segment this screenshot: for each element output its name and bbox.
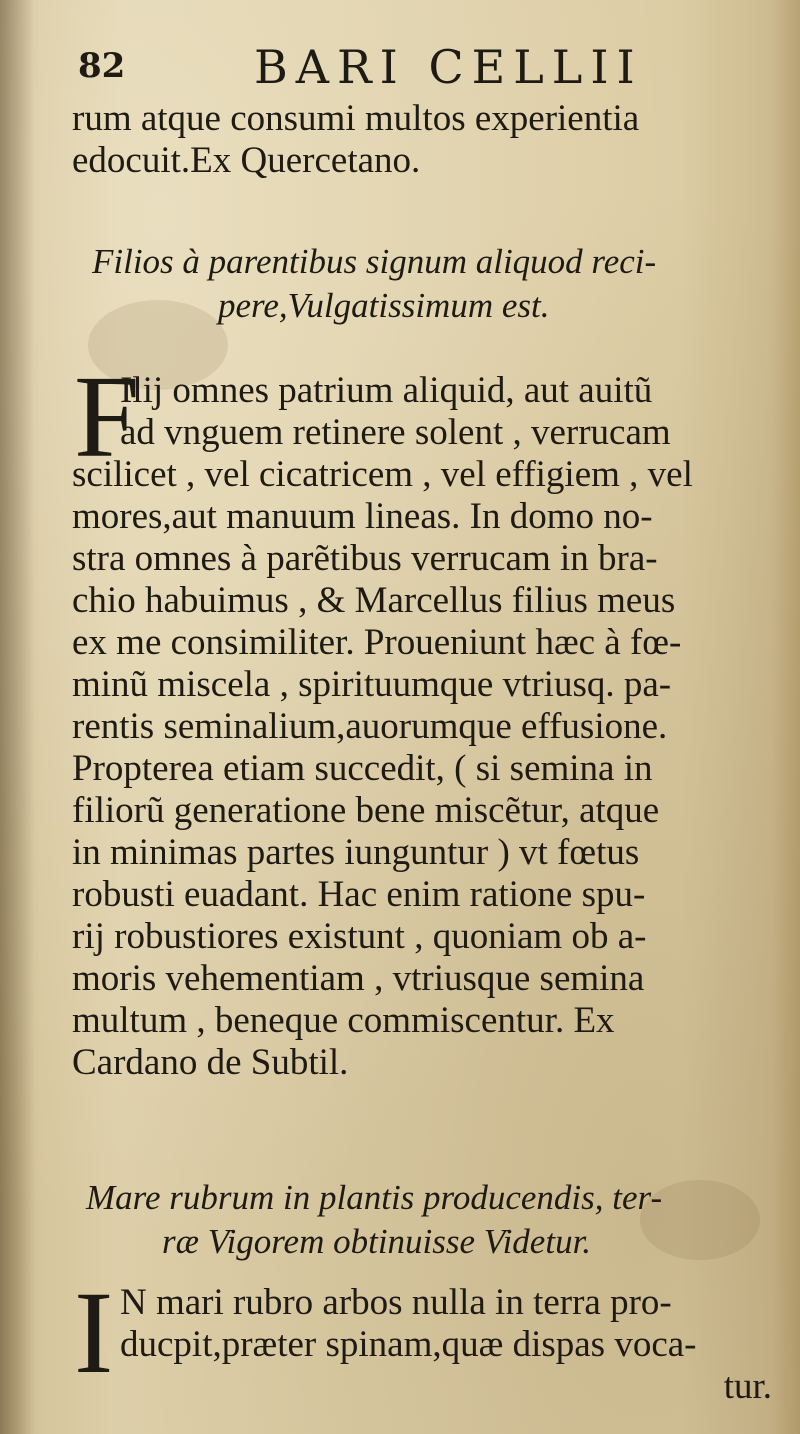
- text-line: Propterea etiam succedit, ( si semina in: [72, 748, 653, 789]
- text-line: chio habuimus , & Marcellus filius meus: [72, 580, 676, 621]
- text-line: Ilij omnes patrium aliquid, aut auitũ: [120, 370, 653, 411]
- heading-line: Mare rubrum in plantis producendis, ter-: [86, 1178, 663, 1217]
- text-line: N mari rubro arbos nulla in terra pro-: [120, 1282, 672, 1323]
- text-line: multum , beneque commiscentur. Ex: [72, 1000, 615, 1041]
- section-heading: [70, 240, 780, 328]
- text-line: in minimas partes iunguntur ) vt fœtus: [72, 832, 640, 873]
- text-line: mores,aut manuum lineas. In domo no-: [72, 496, 653, 537]
- text-line: moris vehementiam , vtriusque semina: [72, 958, 645, 999]
- text-line: robusti euadant. Hac enim ratione spu-: [72, 874, 646, 915]
- text-line: scilicet , vel cicatricem , vel effigiem , vel: [72, 454, 693, 495]
- text-line: minũ miscela , spirituumque vtriusq. pa-: [72, 664, 672, 705]
- text-line: edocuit.Ex Quercetano.: [72, 140, 421, 181]
- running-title: BARI CELLII: [254, 40, 643, 94]
- text-line: ducpit,præter spinam,quæ dispas voca-: [120, 1324, 697, 1365]
- text-line: rum atque consumi multos experientia: [72, 98, 640, 139]
- text-line: filiorũ generatione bene miscẽtur, atque: [72, 790, 660, 831]
- heading-line: Filios à parentibus signum aliquod reci-: [92, 242, 657, 281]
- section-heading: [70, 1176, 780, 1264]
- page-number: 82: [78, 46, 126, 86]
- body-paragraph: [72, 351, 792, 1084]
- text-line: rentis seminalium,auorumque effusione.: [72, 706, 668, 747]
- catchword: tur.: [723, 1366, 772, 1407]
- drop-cap: F: [74, 351, 140, 482]
- heading-line: pere,Vulgatissimum est.: [218, 286, 550, 325]
- gutter-shadow: [0, 0, 34, 1434]
- text-line: stra omnes à parẽtibus verrucam in bra-: [72, 538, 658, 579]
- carryover-paragraph: [72, 98, 792, 182]
- heading-line: ræ Vigorem obtinuisse Videtur.: [162, 1222, 592, 1261]
- body-paragraph: [72, 1267, 792, 1408]
- running-head: [78, 38, 738, 98]
- drop-cap: I: [74, 1267, 114, 1398]
- text-line: ex me consimiliter. Proueniunt hæc à fœ-: [72, 622, 682, 663]
- text-line: ad vnguem retinere solent , verrucam: [120, 412, 671, 453]
- text-line: Cardano de Subtil.: [72, 1042, 349, 1083]
- text-line: rij robustiores existunt , quoniam ob a-: [72, 916, 647, 957]
